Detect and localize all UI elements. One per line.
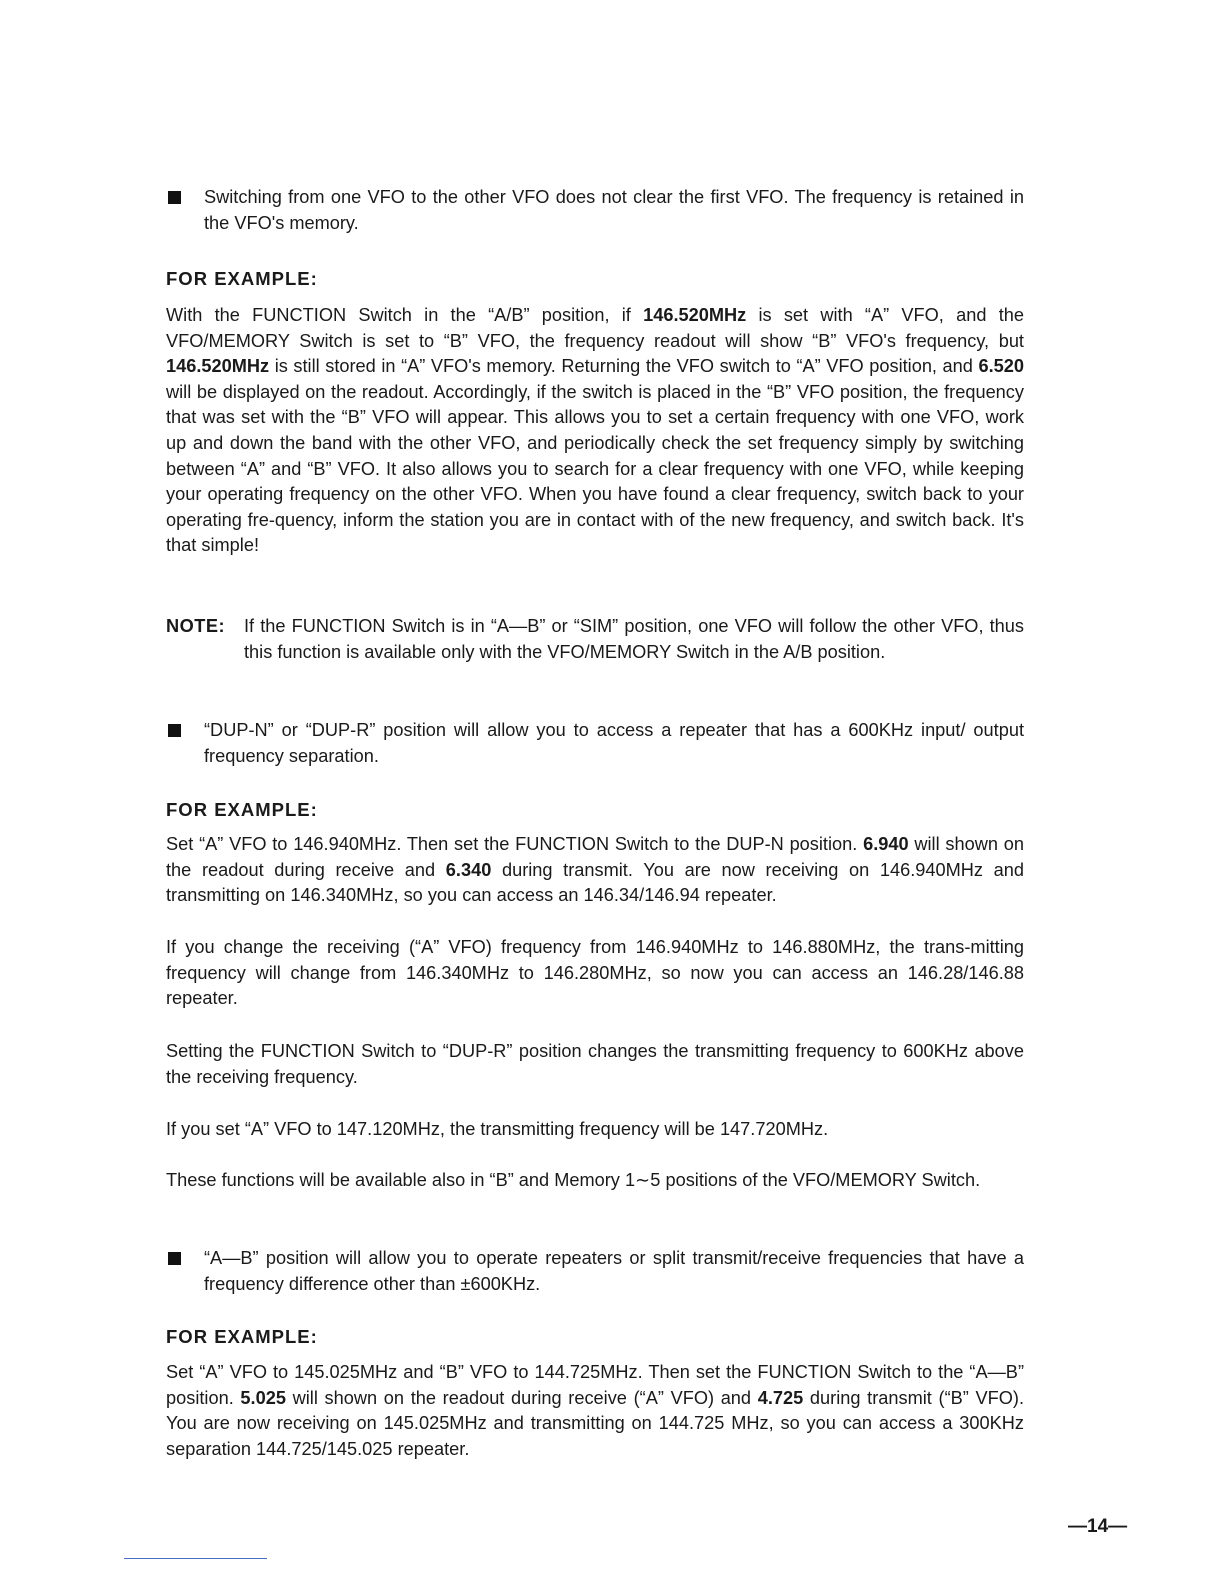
bullet-text: “A—B” position will allow you to operate repeaters or split transmit/receive frequencies that have a frequency difference other than ±600KHz. bbox=[204, 1248, 1024, 1294]
paragraph-ab-example: With the FUNCTION Switch in the “A/B” position, if 146.520MHz is set with “A” VFO, and the VFO/MEMORY Switch is set to “B” VFO, the frequency readout will show “B” VFO's frequency, but 146.520MHz is still stored in “A” VFO's memory. Returning the VFO switch to “A” VFO position, and 6.520 will be displayed on the readout. Accordingly, if the switch is placed in the “B” VFO position, the frequency that was set with the “B” VFO will appear. This allows you to set a certain frequency with one VFO, work up and down the band with the other VFO, and periodically check the set frequency simply by switching between “A” and “B” VFO. It also allows you to search for a clear frequency with one VFO, while keeping your operating frequency on the other VFO. When you have found a clear frequency, switch back to your operating fre-quency, inform the station you are in contact with of the new frequency, and switch back. It's that simple! bbox=[166, 305, 1024, 556]
bullet-square-icon bbox=[168, 724, 181, 737]
note-block bbox=[166, 614, 1024, 665]
heading-for-example: FOR EXAMPLE: bbox=[166, 799, 318, 820]
bullet-vfo-retain bbox=[166, 185, 1024, 236]
bullet-square-icon bbox=[168, 191, 181, 204]
footer-rule bbox=[124, 1558, 267, 1559]
paragraph-147-example: If you set “A” VFO to 147.120MHz, the transmitting frequency will be 147.720MHz. bbox=[166, 1119, 829, 1139]
bullet-dup bbox=[166, 718, 1024, 769]
paragraph-dup-n-example: Set “A” VFO to 146.940MHz. Then set the FUNCTION Switch to the DUP-N position. 6.940 will shown on the readout during receive and 6.340 during transmit. You are now receiving on 146.940MHz and transmitting on 146.340MHz, so you can access an 146.34/146.94 repeater. bbox=[166, 834, 1025, 906]
paragraph-memory: These functions will be available also in “B” and Memory 1∼5 positions of the VFO/MEMORY Switch. bbox=[166, 1170, 981, 1190]
paragraph-dup-r: Setting the FUNCTION Switch to “DUP-R” position changes the transmitting frequency to 600KHz above the receiving frequency. bbox=[166, 1041, 1024, 1087]
note-text: If the FUNCTION Switch is in “A—B” or “SIM” position, one VFO will follow the other VFO, thus this function is available only with the VFO/MEMORY Switch in the A/B position. bbox=[244, 616, 1024, 662]
bullet-text: Switching from one VFO to the other VFO does not clear the first VFO. The frequency is retained in the VFO's memory. bbox=[204, 187, 1024, 233]
bullet-square-icon bbox=[168, 1252, 181, 1265]
heading-for-example: FOR EXAMPLE: bbox=[166, 1326, 318, 1347]
bullet-a-b bbox=[166, 1246, 1024, 1297]
note-label: NOTE: bbox=[166, 616, 226, 636]
bullet-text: “DUP-N” or “DUP-R” position will allow you to access a repeater that has a 600KHz input/ output frequency separation. bbox=[204, 720, 1024, 766]
paragraph-split-example: Set “A” VFO to 145.025MHz and “B” VFO to 144.725MHz. Then set the FUNCTION Switch to the “A—B” position. 5.025 will shown on the readout during receive (“A” VFO) and 4.725 during transmit (“B” VFO). You are now receiving on 145.025MHz and transmitting on 144.725 MHz, so you can access a 300KHz separation 144.725/145.025 repeater. bbox=[166, 1362, 1025, 1459]
heading-for-example: FOR EXAMPLE: bbox=[166, 268, 318, 289]
paragraph-change-freq: If you change the receiving (“A” VFO) frequency from 146.940MHz to 146.880MHz, the trans-mitting frequency will change from 146.340MHz to 146.280MHz, so now you can access an 146.28/146.88 repeater. bbox=[166, 937, 1024, 1009]
page-number: —14— bbox=[1068, 1516, 1128, 1537]
